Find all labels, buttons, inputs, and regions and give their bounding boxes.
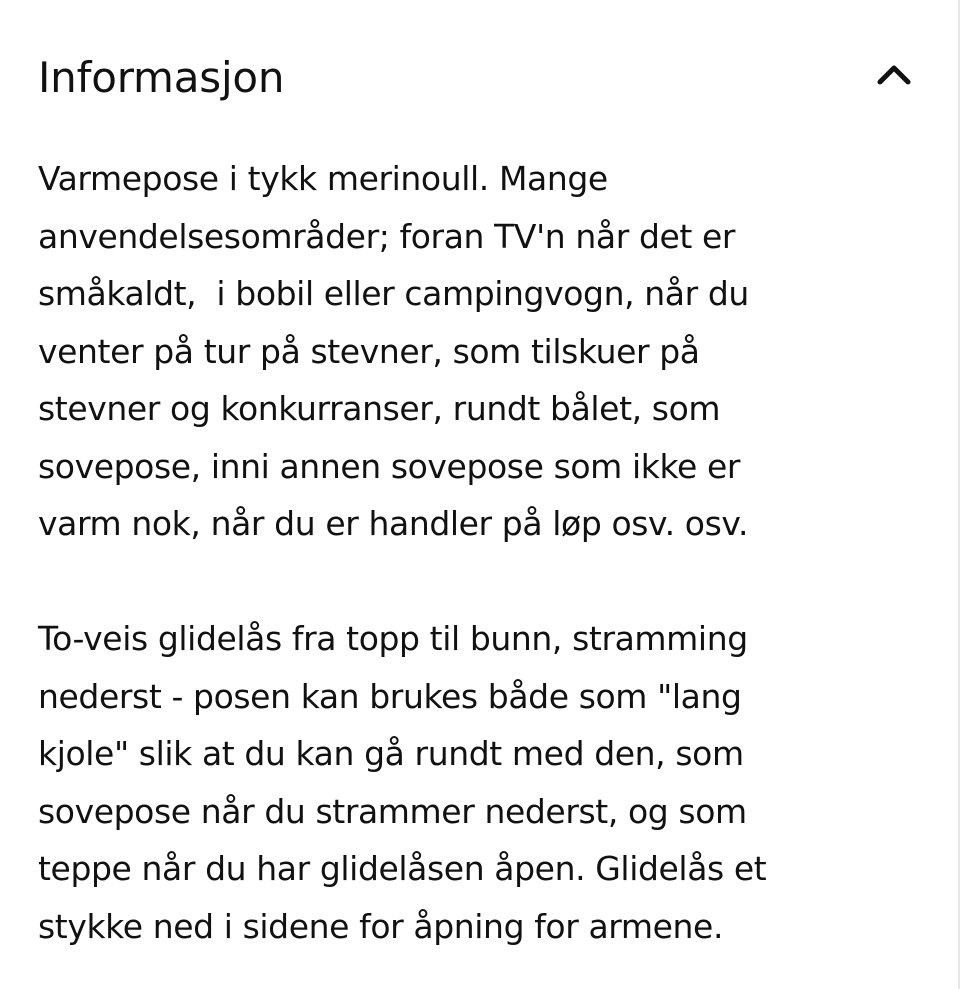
text-line: sovepose, inni annen sovepose som ikke er — [38, 446, 741, 486]
text-line: stevner og konkurranser, rundt bålet, som — [38, 389, 721, 428]
text-line: varm nok, når du er handler på løp osv. osv. — [38, 504, 749, 543]
description-paragraph-2 — [38, 610, 938, 955]
text-line: To-veis glidelås fra topp til bunn, stramming — [38, 619, 748, 658]
chevron-up-icon[interactable] — [872, 56, 916, 92]
accordion-header[interactable] — [0, 0, 958, 140]
accordion-content — [38, 150, 938, 955]
text-line: stykke ned i sidene for åpning for armene. — [38, 906, 724, 946]
paragraph-spacer — [38, 553, 938, 611]
text-line: sovepose når du strammer nederst, og som — [38, 791, 747, 831]
text-line: Varmepose i tykk merinoull. Mange — [38, 159, 608, 198]
text-line: teppe når du har glidelåsen åpen. Glidelås et — [38, 849, 767, 888]
text-line: kjole" slik at du kan gå rundt med den, som — [38, 734, 744, 773]
description-paragraph-1 — [38, 150, 938, 553]
text-line: nederst - posen kan brukes både som "lang — [38, 676, 742, 716]
text-line: småkaldt, i bobil eller campingvogn, når du — [38, 274, 749, 313]
text-line: anvendelsesområder; foran TV'n når det er — [38, 216, 736, 256]
text-line: venter på tur på stevner, som tilskuer på — [38, 331, 700, 371]
accordion-title: Informasjon — [38, 53, 285, 102]
